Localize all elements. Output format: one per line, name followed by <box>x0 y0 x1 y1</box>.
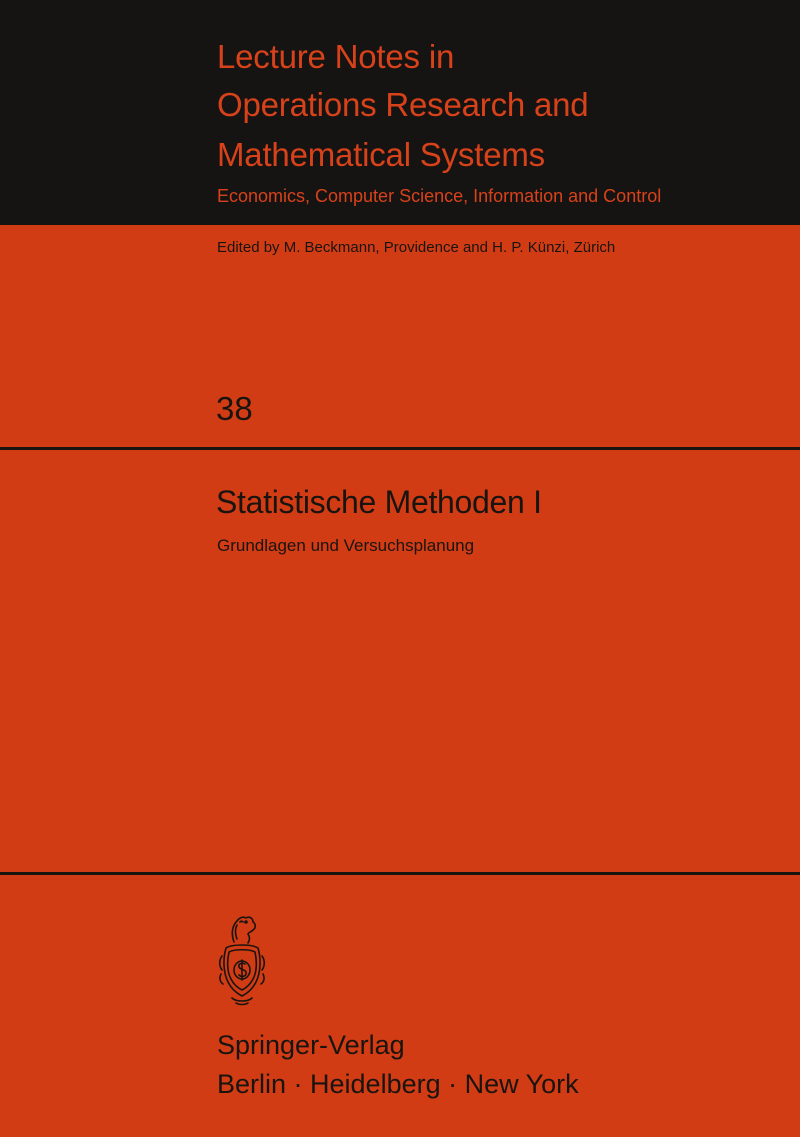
book-title: Statistische Methoden I <box>216 484 542 520</box>
book-subtitle: Grundlagen und Versuchsplanung <box>217 536 475 555</box>
series-title-line-3: Mathematical Systems <box>217 136 545 173</box>
series-editors: Edited by M. Beckmann, Providence and H. P. Künzi, Zürich <box>217 239 616 256</box>
bottom-rule-divider <box>0 872 800 875</box>
publisher-cities: Berlin · Heidelberg · New York <box>217 1069 579 1099</box>
springer-chess-knight-logo-icon <box>212 912 272 1007</box>
top-rule-divider <box>0 447 800 450</box>
series-title-line-1: Lecture Notes in <box>217 38 455 75</box>
publisher-name: Springer-Verlag <box>217 1030 405 1060</box>
volume-number: 38 <box>216 390 253 427</box>
series-header-band <box>0 0 800 225</box>
series-title-line-2: Operations Research and <box>217 86 589 123</box>
series-subtitle: Economics, Computer Science, Information and Control <box>217 186 662 206</box>
